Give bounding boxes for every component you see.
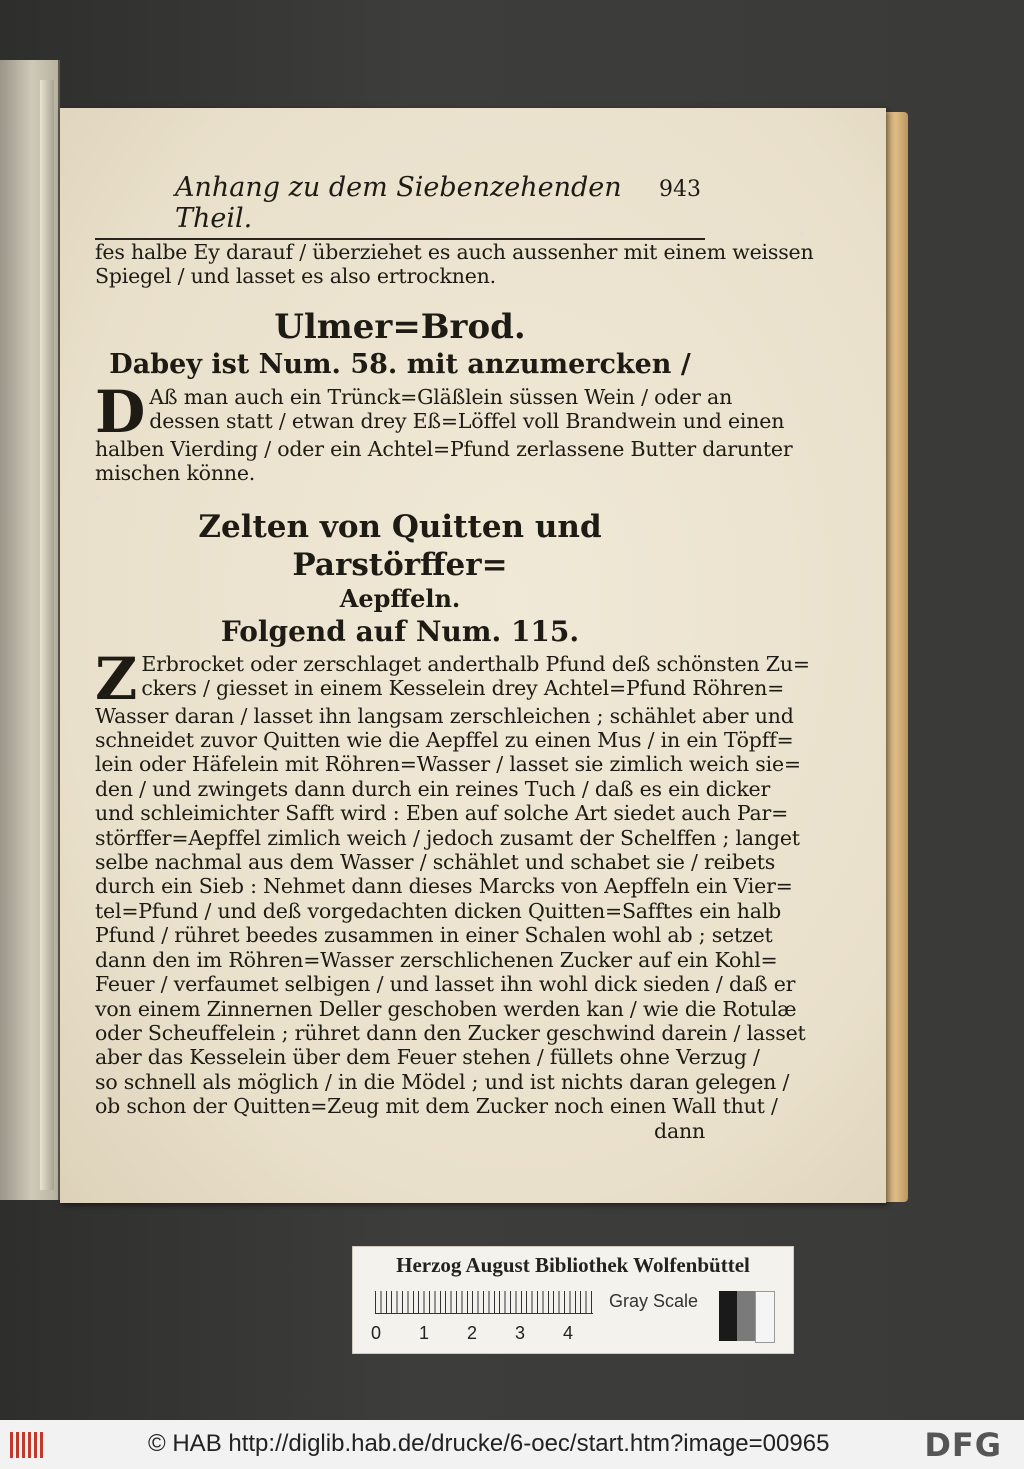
facing-page-edge	[0, 60, 60, 1200]
section-title-continued: Aepffeln.	[339, 583, 461, 613]
footer-credit[interactable]: © HAB http://diglib.hab.de/drucke/6-oec/start.htm?image=00965	[148, 1430, 830, 1457]
text-line: Spiegel / und lasset es also ertrocknen.	[95, 264, 496, 289]
gray-swatch-mid	[737, 1291, 755, 1341]
text-line: tel=Pfund / und deß vorgedachten dicken Quitten=Safftes ein halb	[95, 898, 782, 923]
paragraph	[95, 377, 793, 486]
hab-logo-icon	[10, 1432, 46, 1458]
scale-ruler	[375, 1291, 593, 1314]
text-line: Pfund / rühret beedes zusammen in einer Schalen wohl ab ; setzet	[95, 923, 773, 948]
section-subtitle: Folgend auf Num. 115.	[220, 614, 580, 648]
text-line: von einem Zinnernen Deller geschoben werden kan / wie die Rotulæ	[95, 996, 797, 1021]
facing-page-strip	[40, 80, 54, 1190]
ruler-number: 3	[515, 1323, 526, 1343]
ruler-number: 4	[563, 1323, 574, 1343]
running-head-title: Anhang zu dem Siebenzehenden Theil.	[175, 172, 622, 234]
page-text	[95, 172, 814, 1143]
text-line: selbe nachmal aus dem Wasser / schählet und schabet sie / reibets	[95, 850, 776, 875]
text-line: Wasser daran / lasset ihn langsam zerschleichen ; schählet aber und	[95, 703, 794, 728]
text-line: fes halbe Ey darauf / überziehet es auch aussenher mit einem weissen	[95, 240, 814, 264]
text-line: ckers / giesset in einem Kesselein drey Achtel=Pfund Röhren=	[141, 676, 785, 701]
gray-swatch-black	[719, 1291, 737, 1341]
drop-initial: Z	[95, 644, 138, 713]
ruler-number: 1	[419, 1323, 430, 1343]
gray-swatch-white	[755, 1291, 775, 1343]
section-title: Zelten von Quitten und Parstörffer=	[198, 508, 602, 583]
catchword: dann	[654, 1118, 705, 1143]
ruler-numbers	[371, 1323, 611, 1344]
ruler-number: 0	[371, 1323, 382, 1343]
running-head	[95, 172, 705, 240]
page-number: 943	[659, 177, 701, 202]
section-title: Ulmer=Brod.	[274, 306, 526, 347]
text-line: so schnell als möglich / in die Mödel ; und ist nichts daran gelegen /	[95, 1069, 790, 1094]
text-line: Erbrocket oder zerschlaget anderthalb Pfund deß schönsten Zu=	[141, 651, 810, 676]
text-line: dessen statt / etwan drey Eß=Löffel voll Brandwein und einen	[149, 409, 785, 434]
page-speck	[800, 232, 803, 235]
text-line: Aß man auch ein Trünck=Gläßlein süssen Wein / oder an	[149, 384, 733, 409]
ruler-number: 2	[467, 1323, 478, 1343]
text-line: oder Scheuffelein ; rühret dann den Zucker geschwind darein / lasset	[95, 1020, 806, 1045]
page-fore-edge	[884, 112, 908, 1202]
text-line: Feuer / verfaumet selbigen / und lasset ihn wohl dick sieden / daß er	[95, 972, 796, 997]
text-line: halben Vierding / oder ein Achtel=Pfund zerlassene Butter darunter	[95, 436, 793, 461]
text-line: durch ein Sieb : Nehmet dann dieses Marcks von Aepffeln ein Vier=	[95, 874, 793, 899]
color-calibration-card	[352, 1246, 794, 1354]
text-line: schneidet zuvor Quitten wie die Aepffel zu einen Mus / in ein Töpff=	[95, 728, 794, 753]
text-line: den / und zwingets dann durch ein reines Tuch / daß es ein dicker	[95, 776, 771, 801]
drop-initial: D	[95, 377, 146, 446]
footer-bar	[0, 1420, 1024, 1469]
gray-scale-label: Gray Scale	[609, 1291, 699, 1311]
text-line: lein oder Häfelein mit Röhren=Wasser / lasset sie zimlich weich sie=	[95, 752, 801, 777]
paragraph	[95, 644, 810, 1143]
text-line: und schleimichter Safft wird : Eben auf solche Art siedet auch Par=	[95, 801, 789, 826]
dfg-logo: DFG	[924, 1426, 1002, 1464]
text-line: dann den im Röhren=Wasser zerschlichenen Zucker auf ein Kohl=	[95, 947, 778, 972]
section-subtitle: Dabey ist Num. 58. mit anzumercken /	[109, 348, 691, 380]
text-line: mischen könne.	[95, 461, 256, 486]
text-line: aber das Kesselein über dem Feuer stehen / füllets ohne Verzug /	[95, 1045, 760, 1070]
text-line: ob schon der Quitten=Zeug mit dem Zucker noch einen Wall thut /	[95, 1094, 778, 1119]
card-title: Herzog August Bibliothek Wolfenbüttel	[396, 1253, 750, 1277]
text-line: störffer=Aepffel zimlich weich / jedoch zusamt der Schelffen ; langet	[95, 825, 800, 850]
